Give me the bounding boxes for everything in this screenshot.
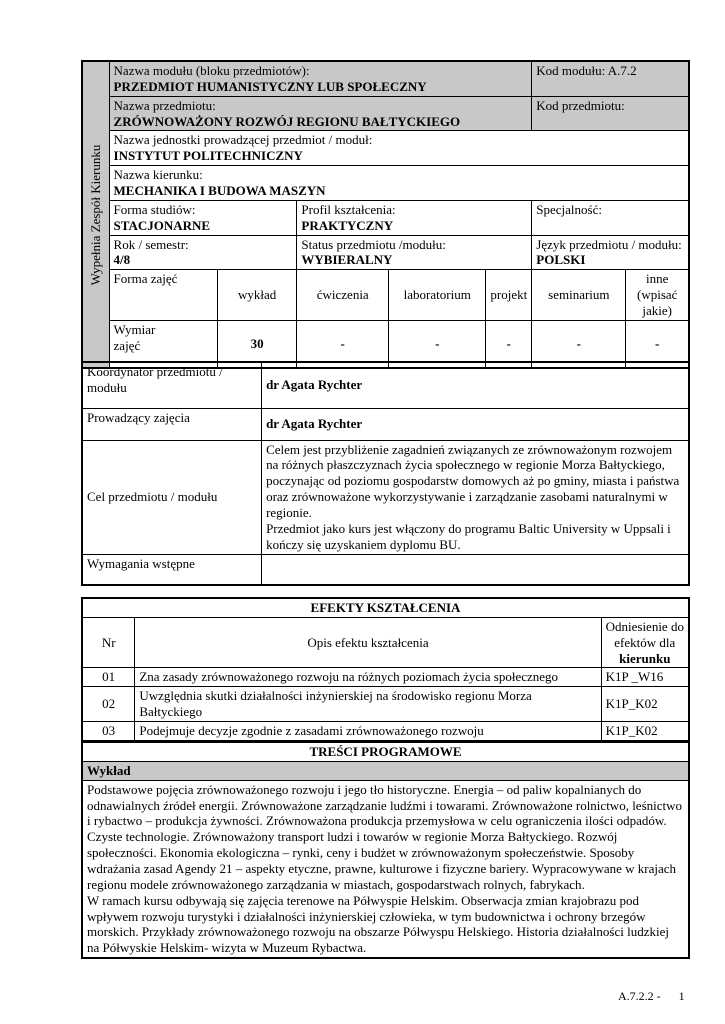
language-value: POLSKI: [536, 252, 586, 268]
study-form-label: Forma studiów:: [113, 201, 196, 217]
module-name-label: Nazwa modułu (bloku przedmiotów):: [113, 63, 310, 78]
effects-col-nr: Nr: [82, 617, 135, 668]
field-cell: [109, 166, 689, 201]
class-form-label: Forma zajęć: [109, 270, 217, 321]
effect-ref: K1P _W16: [601, 668, 689, 687]
year-cell: [109, 235, 297, 270]
module-header-table: [81, 60, 690, 369]
prereq-value: [262, 554, 689, 585]
footer-code: A.7.2.2 -: [618, 989, 661, 1003]
goal-value-2: Przedmiot jako kurs jest włączony do programu Baltic University w Uppsali i kończy się uzyskaniem dyplomu BU.: [266, 520, 671, 552]
profile-cell: [297, 200, 532, 235]
hours-project: -: [486, 320, 532, 368]
goal-label: Cel przedmiotu / modułu: [82, 440, 262, 554]
content-body: [82, 780, 689, 958]
language-cell: [532, 235, 689, 270]
study-form-cell: [109, 200, 297, 235]
hours-exercises: -: [297, 320, 389, 368]
unit-label: Nazwa jednostki prowadzącej przedmiot / moduł:: [113, 132, 373, 148]
hours-laboratory: -: [389, 320, 486, 368]
module-code-cell: [532, 61, 689, 96]
table-row: [82, 668, 689, 687]
study-form-value: STACJONARNE: [113, 217, 211, 233]
subject-name-value: ZRÓWNOWAŻONY ROZWÓJ REGIONU BAŁTYCKIEGO: [113, 113, 461, 129]
effect-nr: 03: [82, 722, 135, 741]
content-paragraph-2: W ramach kursu odbywają się zajęcia terenowe na Półwyspie Helskim. Obserwacja zmian krajobrazu pod wpływem rozwoju turystyki i działalności inżynierskiej człowieka, w tym budownictwa i ochrony brzegów morskich. Przykłady zrównoważonego rozwoju na obszarze Półwyspu Helskiego. Historia działalności ludzkiej na Półwyskie Helskim- wizyta w Muzeum Rybactwa.: [87, 892, 669, 956]
effects-col-ref-text: Odniesienie do efektów dla: [605, 618, 684, 650]
subject-code-cell: [532, 96, 689, 131]
effect-desc: Uwzględnia skutki działalności inżynierskiej na środowisko regionu Morza Bałtyckiego: [135, 687, 601, 722]
info-table: [81, 361, 690, 586]
module-name-value: PRZEDMIOT HUMANISTYCZNY LUB SPOŁECZNY: [113, 78, 427, 94]
hours-other: -: [626, 320, 689, 368]
field-label: Nazwa kierunku:: [113, 167, 203, 183]
subject-code-label: Kod przedmiotu:: [536, 97, 625, 113]
page-number: 1: [678, 989, 685, 1003]
specialty-label: Specjalność:: [536, 201, 602, 217]
status-label: Status przedmiotu /modułu:: [301, 236, 446, 252]
class-form-lecture: wykład: [217, 270, 297, 321]
table-row: [82, 687, 689, 722]
class-form-seminar: seminarium: [532, 270, 626, 321]
teacher-value: dr Agata Rychter: [262, 408, 689, 440]
subject-name-cell: [109, 96, 532, 131]
effect-nr: 02: [82, 687, 135, 722]
effect-ref: K1P_K02: [601, 687, 689, 722]
effect-desc: Zna zasady zrównoważonego rozwoju na różnych poziomach życia społecznego: [135, 668, 601, 687]
table-row: [82, 722, 689, 741]
class-form-exercises: ćwiczenia: [297, 270, 389, 321]
hours-seminar: -: [532, 320, 626, 368]
page-footer: [618, 989, 703, 1004]
effects-col-desc: Opis efektu kształcenia: [135, 617, 601, 668]
class-form-project: projekt: [486, 270, 532, 321]
subject-name-label: Nazwa przedmiotu:: [113, 97, 216, 113]
hours-lecture: 30: [217, 320, 297, 368]
coordinator-value: dr Agata Rychter: [262, 362, 689, 408]
goal-cell: [262, 440, 689, 554]
module-code-label: Kod modułu: A.7.2: [536, 63, 637, 78]
profile-value: PRAKTYCZNY: [301, 217, 394, 233]
effects-col-ref: [601, 617, 689, 668]
profile-label: Profil kształcenia:: [301, 201, 396, 217]
year-value: 4/8: [113, 252, 131, 268]
coordinator-label: Koordynator przedmiotu / modułu: [82, 362, 262, 408]
effects-table: [81, 597, 690, 742]
prereq-label: Wymagania wstępne: [82, 554, 262, 585]
module-name-cell: [109, 61, 532, 96]
class-form-other: inne (wpisać jakie): [626, 270, 689, 321]
effects-col-ref-bold: kierunku: [619, 650, 671, 666]
class-form-laboratory: laboratorium: [389, 270, 486, 321]
side-label-text: Wypełnia Zespół Kierunku: [87, 144, 103, 286]
content-paragraph-1: Podstawowe pojęcia zrównoważonego rozwoju i jego tło historyczne. Energia – od paliw kopalnianych do odnawialnych źródeł energii. Zrównoważone zarządzanie ludźmi i towarami. Zrównoważone rolnictwo, leśnictwo i rybactwo – produkcja żywności. Zrównoważona produkcja przemysłowa w celu ograniczenia ilości odpadów. Czyste technologie. Zrównoważony transport ludzi i towarów w regionie Morza Bałtyckiego. Rozwój społeczności. Ekonomia ekologiczna – rynki, ceny i budżet w zrównoważonym społeczeństwie. Sposoby wdrażania zasad Agendy 21 – aspekty etyczne, prawne, kulturowe i fizyczne bariery. Wypracowywane w krajach regionu modele zrównoważonego zarządzania w miastach, gospodarstwach rolnych, fabrykach.: [87, 781, 683, 892]
specialty-cell: [532, 200, 689, 235]
status-value: WYBIERALNY: [301, 252, 393, 268]
lecture-label: Wykład: [82, 761, 689, 780]
status-cell: [297, 235, 532, 270]
content-title: TREŚCI PROGRAMOWE: [82, 742, 689, 761]
teacher-label: Prowadzący zajęcia: [82, 408, 262, 440]
unit-value: INSTYTUT POLITECHNICZNY: [113, 148, 303, 164]
effects-title: EFEKTY KSZTAŁCENIA: [82, 598, 689, 617]
goal-value: Celem jest przybliżenie zagadnień związanych ze zrównoważonym rozwojem na różnych płaszczyznach życia społecznego w regionie Morza Bałtyckiego, poczynając od poziomu gospodarstw domowych aż po gminy, miasta i państwa oraz zrównoważone wykorzystywanie i zarządzanie zasobami naturalnymi w regionie.: [266, 441, 680, 520]
field-value: MECHANIKA I BUDOWA MASZYN: [113, 183, 326, 199]
hours-label: Wymiar zajęć: [109, 320, 217, 368]
unit-cell: [109, 131, 689, 166]
effect-desc: Podejmuje decyzje zgodnie z zasadami zrównoważonego rozwoju: [135, 722, 601, 741]
side-label: [82, 61, 109, 368]
language-label: Język przedmiotu / modułu:: [536, 236, 682, 252]
effect-ref: K1P_K02: [601, 722, 689, 741]
content-table: [81, 741, 690, 959]
effect-nr: 01: [82, 668, 135, 687]
year-label: Rok / semestr:: [113, 236, 189, 252]
